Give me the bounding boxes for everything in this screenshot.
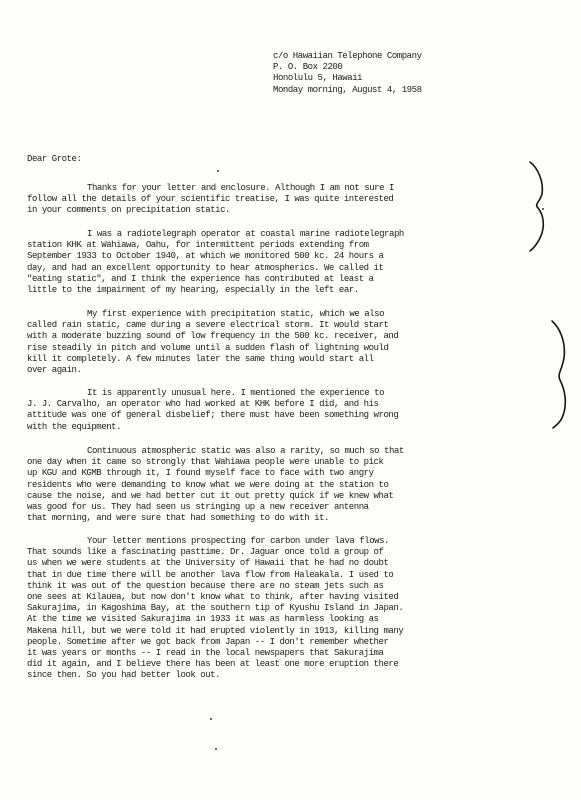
paragraph-line: think it was out of the question because there are no steam jets such as — [27, 580, 384, 591]
paragraph-line: people. Sometime after we got back from Japan -- I don't remember whether — [27, 636, 389, 647]
paragraph-line: in your comments on precipitation static. — [27, 205, 230, 216]
letter-paragraph-5 — [27, 446, 547, 524]
letter-address-block — [273, 51, 573, 96]
letter-paragraph-6 — [27, 536, 547, 682]
paragraph-line: It is apparently unusual here. I mentioned the experience to — [87, 388, 385, 398]
paragraph-line: J. J. Carvalho, an operator who had worked at KHK before I did, and his — [27, 399, 379, 410]
paragraph-line: That sounds like a fascinating pasttime. Dr. Jaguar once told a group of — [27, 547, 384, 558]
address-line: c/o Hawaiian Telephone Company — [273, 51, 422, 61]
paragraph-line: one sees at Kilauea, but now don't know what to think, after having visited — [27, 592, 399, 603]
letter-paragraph-1 — [27, 183, 547, 217]
paragraph-line: over again. — [27, 365, 82, 376]
paragraph-line: us when we were students at the University of Hawaii that he had no doubt — [27, 558, 389, 569]
letter-paragraph-3 — [27, 309, 547, 376]
paragraph-line: attitude was one of general disbelief; there must have been something wrong — [27, 410, 399, 421]
paragraph-line: little to the impairment of my hearing, especially in the left ear. — [27, 285, 359, 296]
paragraph-line: that morning, and were sure that had something to do with it. — [27, 513, 330, 524]
paragraph-line: Sakurajima, in Kagoshima Bay, at the southern tip of Kyushu Island in Japan. — [27, 603, 404, 614]
ink-speck — [210, 718, 212, 720]
paragraph-line: one day when it came so strongly that Wahiawa people were unable to pick — [27, 457, 384, 468]
paragraph-line: "eating static", and I think the experience has contributed at least a — [27, 273, 374, 284]
paragraph-line: At the time we visited Sakurajima in 1933 it was as harmless looking as — [27, 614, 379, 625]
paragraph-line: up KGU and KGMB through it, I found myself face to face with two angry — [27, 468, 374, 479]
paragraph-line: that in due time there will be another lava flow from Haleakala. I used to — [27, 569, 394, 580]
address-line: P. O. Box 2200 — [273, 62, 343, 73]
address-line: Honolulu 5, Hawaii — [273, 73, 363, 84]
paragraph-line: called rain static, came during a severe electrical storm. It would start — [27, 320, 389, 331]
handwritten-bracket-mark — [548, 318, 574, 430]
date-line: Monday morning, August 4, 1958 — [273, 84, 422, 95]
paragraph-line: September 1933 to October 1940, at which we monitored 500 kc. 24 hours a — [27, 251, 384, 262]
paragraph-line: was good for us. They had seen us stringing up a new receiver antenna — [27, 502, 369, 513]
paragraph-line: with a moderate buzzing sound of low frequency in the 500 kc. receiver, and — [27, 331, 399, 342]
paragraph-line: cause the noise, and we had better cut it out pretty quick if we knew what — [27, 490, 394, 501]
paragraph-line: station KHK at Wahiawa, Oahu, for intermittent periods extending from — [27, 240, 369, 251]
paragraph-line: day, and had an excellent opportunity to hear atmospherics. We called it — [27, 262, 384, 273]
paragraph-line: Continuous atmospheric static was also a rarity, so much so that — [87, 446, 404, 456]
paragraph-line: I was a radiotelegraph operator at coastal marine radiotelegraph — [87, 229, 404, 239]
paragraph-line: residents who were demanding to know what we were doing at the station to — [27, 479, 389, 490]
paragraph-line: My first experience with precipitation static, which we also — [87, 309, 385, 319]
paragraph-line: rise steadily in pitch and volume until a sudden flash of lightning would — [27, 342, 389, 353]
ink-speck — [217, 170, 219, 172]
paragraph-line: follow all the details of your scientific treatise, I was quite interested — [27, 194, 394, 205]
paragraph-line: Your letter mentions prospecting for carbon under lava flows. — [87, 536, 390, 546]
letter-paragraph-2 — [27, 229, 547, 296]
paragraph-line: Thanks for your letter and enclosure. Although I am not sure I — [87, 183, 394, 193]
paragraph-line: it was years or months -- I read in the local newspapers that Sakurajima — [27, 648, 384, 659]
paragraph-line: since then. So you had better look out. — [27, 670, 221, 681]
paragraph-line: kill it completely. A few minutes later the same thing would start all — [27, 353, 374, 364]
paragraph-line: Makena hill, but we were told it had erupted violently in 1913, killing many — [27, 625, 404, 636]
salutation: Dear Grote: — [27, 154, 82, 164]
letter-paragraph-4 — [27, 388, 547, 433]
paragraph-line: with the equipment. — [27, 421, 122, 432]
paragraph-line: did it again, and I believe there has been at least one more eruption there — [27, 659, 399, 670]
ink-speck — [215, 748, 217, 750]
